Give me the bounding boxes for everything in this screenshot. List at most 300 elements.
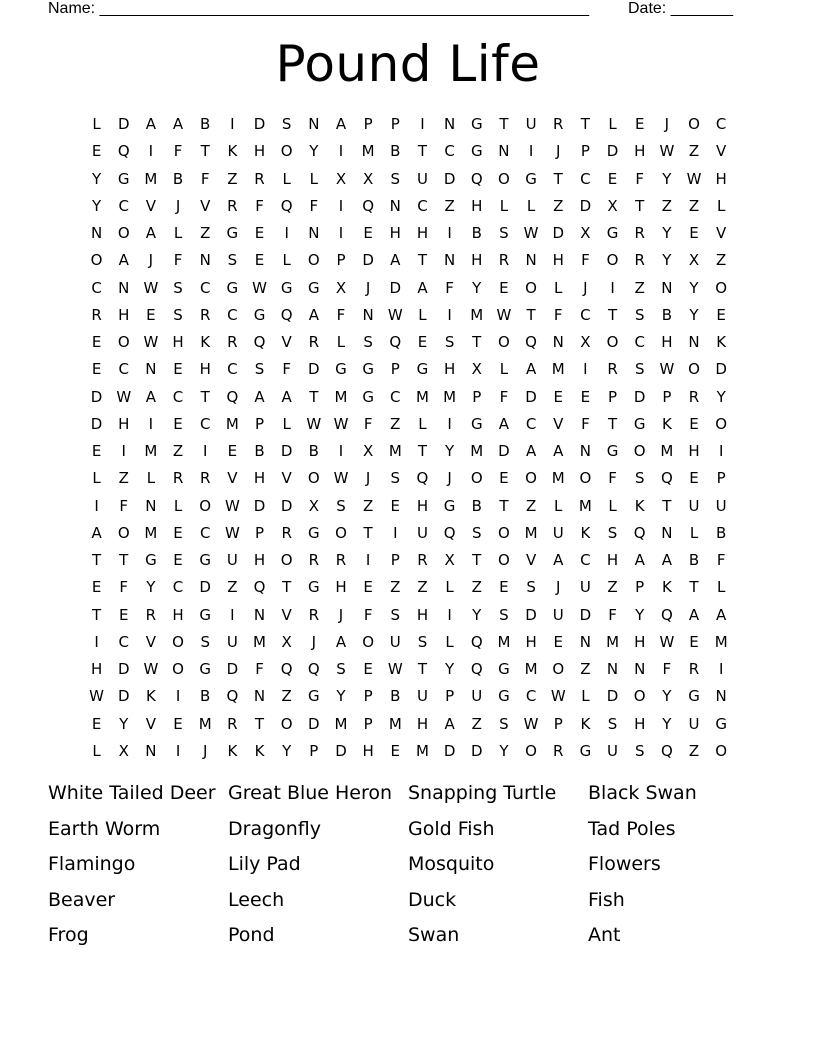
- grid-letter: I: [447, 224, 452, 243]
- grid-letter: M: [144, 523, 158, 542]
- grid-letter: E: [173, 360, 183, 379]
- grid-letter: P: [580, 142, 590, 161]
- grid-letter: H: [661, 333, 673, 352]
- word-list-item: Pond: [228, 924, 275, 947]
- grid-letter: U: [688, 496, 700, 515]
- grid-letter: Y: [282, 741, 292, 760]
- grid-letter: Y: [689, 305, 699, 324]
- grid-letter: S: [634, 741, 645, 760]
- grid-letter: U: [416, 169, 428, 188]
- grid-letter: D: [280, 442, 293, 461]
- grid-letter: P: [309, 741, 319, 760]
- grid-letter: D: [308, 714, 320, 733]
- grid-letter: C: [91, 278, 102, 297]
- grid-letter: Q: [253, 333, 266, 352]
- grid-letter: E: [254, 251, 265, 270]
- grid-letter: E: [254, 224, 265, 243]
- grid-letter: E: [91, 333, 102, 352]
- grid-letter: S: [499, 714, 509, 733]
- grid-letter: G: [308, 278, 320, 297]
- grid-letter: Q: [280, 196, 293, 215]
- grid-letter: O: [199, 496, 212, 515]
- grid-letter: Z: [363, 496, 374, 515]
- grid-letter: H: [525, 632, 537, 651]
- grid-letter: P: [472, 387, 482, 406]
- grid-letter: B: [200, 687, 211, 706]
- grid-letter: K: [580, 523, 591, 542]
- word-list-item: Fish: [588, 888, 625, 911]
- grid-letter: D: [253, 496, 266, 515]
- grid-row: [83, 356, 735, 383]
- grid-letter: N: [253, 687, 266, 706]
- grid-letter: J: [447, 469, 452, 488]
- grid-letter: O: [280, 551, 293, 570]
- grid-letter: I: [94, 496, 99, 515]
- grid-letter: Q: [633, 523, 646, 542]
- grid-letter: M: [470, 305, 484, 324]
- grid-letter: L: [92, 115, 101, 134]
- grid-letter: W: [686, 169, 702, 188]
- grid-letter: Q: [470, 632, 483, 651]
- grid-letter: D: [389, 278, 402, 297]
- grid-letter: N: [579, 442, 591, 461]
- grid-letter: L: [92, 469, 101, 488]
- grid-letter: C: [227, 360, 238, 379]
- grid-letter: P: [390, 360, 400, 379]
- grid-letter: M: [497, 632, 511, 651]
- grid-letter: K: [716, 333, 727, 352]
- grid-letter: Y: [662, 224, 672, 243]
- grid-letter: T: [499, 496, 509, 515]
- grid-letter: H: [416, 224, 429, 243]
- grid-letter: U: [688, 714, 700, 733]
- grid-letter: G: [470, 142, 483, 161]
- grid-letter: T: [607, 414, 618, 433]
- grid-letter: R: [227, 333, 238, 352]
- grid-letter: M: [470, 442, 484, 461]
- grid-letter: O: [715, 278, 728, 297]
- grid-row: [83, 656, 735, 683]
- grid-letter: T: [635, 196, 645, 215]
- grid-letter: Z: [118, 469, 129, 488]
- grid-row: [83, 411, 735, 438]
- grid-row: [83, 166, 735, 193]
- grid-letter: E: [689, 414, 699, 433]
- grid-letter: G: [715, 714, 727, 733]
- grid-letter: Z: [688, 142, 700, 161]
- grid-letter: R: [145, 605, 157, 624]
- word-list-item: Frog: [48, 924, 89, 947]
- grid-letter: G: [579, 741, 592, 760]
- grid-letter: D: [579, 605, 592, 624]
- grid-letter: C: [199, 414, 211, 433]
- grid-letter: O: [715, 741, 728, 760]
- grid-letter: G: [199, 551, 212, 570]
- grid-letter: P: [716, 469, 726, 488]
- grid-letter: T: [363, 523, 373, 542]
- grid-letter: Q: [470, 169, 483, 188]
- grid-letter: L: [499, 196, 509, 215]
- grid-letter: D: [579, 196, 592, 215]
- name-field-label: Name: _______________________________________________________: [48, 0, 589, 17]
- grid-letter: M: [253, 632, 266, 651]
- grid-letter: Q: [443, 523, 456, 542]
- grid-letter: T: [499, 115, 509, 134]
- grid-letter: B: [172, 169, 184, 188]
- grid-letter: W: [143, 333, 159, 352]
- grid-row: [83, 465, 735, 492]
- grid-letter: J: [664, 115, 670, 134]
- grid-letter: O: [633, 687, 646, 706]
- grid-letter: T: [417, 142, 428, 161]
- grid-letter: X: [335, 169, 347, 188]
- grid-letter: O: [498, 169, 510, 188]
- grid-letter: A: [553, 551, 564, 570]
- grid-letter: Y: [662, 714, 672, 733]
- grid-letter: C: [715, 115, 727, 134]
- grid-letter: M: [415, 741, 429, 760]
- grid-letter: B: [688, 551, 700, 570]
- grid-letter: U: [552, 605, 564, 624]
- grid-letter: D: [90, 414, 103, 433]
- grid-letter: X: [444, 551, 455, 570]
- grid-letter: J: [556, 578, 561, 597]
- grid-letter: A: [172, 115, 184, 134]
- grid-letter: I: [230, 605, 235, 624]
- grid-letter: C: [172, 578, 184, 597]
- grid-letter: J: [338, 605, 344, 624]
- grid-letter: E: [499, 578, 509, 597]
- grid-letter: M: [606, 632, 620, 651]
- grid-row: [83, 220, 735, 247]
- grid-letter: C: [580, 551, 591, 570]
- grid-letter: C: [444, 142, 455, 161]
- grid-letter: C: [118, 196, 129, 215]
- grid-letter: N: [145, 741, 157, 760]
- grid-letter: C: [118, 632, 129, 651]
- grid-letter: B: [471, 224, 482, 243]
- grid-letter: T: [119, 551, 129, 570]
- grid-letter: D: [308, 360, 320, 379]
- grid-letter: G: [633, 414, 646, 433]
- grid-letter: G: [470, 115, 483, 134]
- grid-letter: I: [175, 687, 181, 706]
- grid-letter: O: [498, 333, 510, 352]
- grid-letter: H: [416, 714, 429, 733]
- grid-letter: E: [173, 551, 183, 570]
- grid-letter: U: [226, 551, 238, 570]
- grid-letter: B: [716, 523, 727, 542]
- grid-letter: H: [253, 551, 266, 570]
- grid-letter: E: [91, 578, 102, 597]
- grid-letter: M: [660, 442, 674, 461]
- grid-letter: W: [333, 414, 349, 433]
- grid-letter: R: [199, 469, 211, 488]
- grid-letter: F: [662, 660, 672, 679]
- grid-letter: U: [607, 741, 619, 760]
- grid-letter: O: [579, 469, 592, 488]
- grid-letter: O: [280, 714, 293, 733]
- grid-letter: A: [308, 305, 319, 324]
- grid-letter: L: [282, 251, 291, 270]
- grid-letter: D: [117, 115, 130, 134]
- grid-letter: I: [148, 142, 154, 161]
- grid-letter: E: [227, 442, 238, 461]
- grid-letter: J: [202, 741, 208, 760]
- grid-letter: O: [470, 469, 483, 488]
- grid-row: [83, 574, 735, 601]
- grid-letter: F: [553, 305, 563, 324]
- grid-letter: R: [254, 169, 265, 188]
- word-list-item: Mosquito: [408, 853, 495, 876]
- grid-letter: B: [390, 142, 401, 161]
- grid-letter: T: [472, 333, 482, 352]
- grid-letter: E: [689, 469, 699, 488]
- grid-letter: U: [579, 578, 591, 597]
- grid-letter: W: [659, 360, 675, 379]
- grid-letter: B: [200, 115, 211, 134]
- grid-letter: I: [230, 115, 235, 134]
- grid-letter: G: [226, 224, 239, 243]
- grid-letter: W: [306, 414, 322, 433]
- grid-letter: D: [117, 687, 130, 706]
- grid-letter: F: [716, 551, 726, 570]
- grid-letter: D: [715, 360, 727, 379]
- grid-letter: Y: [146, 578, 156, 597]
- grid-letter: E: [607, 169, 618, 188]
- grid-letter: I: [94, 632, 99, 651]
- grid-letter: A: [525, 442, 537, 461]
- grid-letter: J: [148, 251, 154, 270]
- grid-letter: H: [90, 660, 103, 679]
- grid-letter: C: [172, 387, 184, 406]
- grid-letter: A: [634, 551, 645, 570]
- grid-letter: J: [311, 632, 317, 651]
- grid-letter: C: [580, 169, 591, 188]
- grid-letter: O: [688, 360, 700, 379]
- grid-letter: Z: [553, 196, 564, 215]
- grid-letter: M: [551, 469, 565, 488]
- grid-letter: T: [91, 605, 102, 624]
- grid-letter: X: [363, 169, 374, 188]
- grid-letter: F: [173, 251, 183, 270]
- grid-letter: Z: [444, 196, 455, 215]
- grid-letter: M: [225, 414, 239, 433]
- grid-letter: A: [254, 387, 265, 406]
- grid-letter: W: [116, 387, 132, 406]
- grid-letter: G: [199, 660, 212, 679]
- grid-letter: G: [498, 660, 510, 679]
- grid-letter: Z: [227, 169, 238, 188]
- grid-row: [83, 247, 735, 274]
- grid-letter: O: [117, 224, 130, 243]
- grid-letter: O: [307, 251, 320, 270]
- grid-letter: I: [202, 442, 208, 461]
- grid-letter: N: [90, 224, 103, 243]
- grid-letter: T: [200, 142, 210, 161]
- grid-letter: E: [580, 387, 591, 406]
- grid-letter: P: [363, 714, 373, 733]
- grid-letter: Y: [336, 687, 346, 706]
- grid-letter: R: [199, 305, 211, 324]
- grid-letter: T: [472, 551, 482, 570]
- grid-letter: I: [338, 442, 344, 461]
- grid-letter: O: [688, 115, 700, 134]
- grid-letter: W: [224, 496, 240, 515]
- grid-letter: G: [117, 169, 130, 188]
- word-list-item: Tad Poles: [588, 817, 676, 840]
- grid-letter: L: [554, 278, 563, 297]
- grid-letter: Y: [662, 251, 672, 270]
- grid-letter: W: [659, 632, 675, 651]
- grid-letter: H: [634, 142, 646, 161]
- grid-letter: Q: [362, 196, 375, 215]
- grid-letter: R: [607, 360, 618, 379]
- grid-letter: Q: [660, 469, 673, 488]
- grid-letter: B: [661, 305, 672, 324]
- grid-letter: D: [253, 115, 266, 134]
- grid-letter: N: [362, 305, 374, 324]
- grid-letter: N: [145, 360, 157, 379]
- grid-letter: I: [528, 142, 534, 161]
- grid-letter: H: [253, 469, 266, 488]
- grid-letter: S: [417, 632, 428, 651]
- grid-letter: H: [552, 251, 564, 270]
- grid-letter: L: [608, 496, 617, 515]
- grid-letter: Y: [445, 442, 455, 461]
- grid-letter: H: [634, 714, 646, 733]
- grid-letter: Y: [689, 278, 699, 297]
- grid-letter: F: [499, 387, 509, 406]
- grid-letter: R: [634, 251, 645, 270]
- grid-letter: D: [362, 251, 374, 270]
- grid-letter: F: [119, 578, 129, 597]
- word-list-item: Lily Pad: [228, 853, 301, 876]
- grid-letter: E: [553, 387, 563, 406]
- grid-letter: D: [470, 741, 483, 760]
- grid-letter: P: [662, 387, 672, 406]
- grid-letter: S: [499, 224, 509, 243]
- grid-letter: S: [499, 605, 509, 624]
- grid-letter: N: [308, 115, 320, 134]
- grid-letter: T: [200, 387, 210, 406]
- grid-letter: T: [417, 660, 428, 679]
- grid-letter: Q: [525, 333, 537, 352]
- grid-letter: L: [309, 169, 318, 188]
- grid-letter: O: [362, 632, 375, 651]
- word-list-item: Flowers: [588, 853, 661, 876]
- grid-letter: D: [633, 387, 646, 406]
- grid-letter: W: [387, 660, 403, 679]
- grid-letter: A: [525, 360, 537, 379]
- grid-letter: E: [634, 115, 645, 134]
- grid-letter: N: [498, 142, 510, 161]
- grid-letter: U: [525, 115, 537, 134]
- grid-letter: G: [525, 169, 537, 188]
- grid-letter: W: [89, 687, 104, 706]
- grid-letter: W: [143, 278, 159, 297]
- grid-letter: L: [499, 360, 509, 379]
- grid-letter: H: [416, 496, 429, 515]
- grid-letter: S: [390, 605, 401, 624]
- grid-letter: D: [443, 741, 456, 760]
- grid-letter: P: [553, 714, 563, 733]
- grid-letter: S: [173, 278, 183, 297]
- grid-letter: I: [338, 142, 344, 161]
- grid-row: [83, 738, 735, 765]
- grid-letter: S: [607, 523, 618, 542]
- grid-letter: P: [635, 578, 645, 597]
- grid-letter: A: [688, 605, 700, 624]
- grid-letter: M: [334, 387, 348, 406]
- word-list-item: White Tailed Deer: [48, 782, 216, 804]
- grid-letter: G: [362, 387, 374, 406]
- grid-letter: Z: [390, 578, 401, 597]
- grid-letter: Q: [280, 660, 293, 679]
- grid-letter: C: [580, 305, 591, 324]
- grid-letter: X: [363, 442, 374, 461]
- grid-letter: E: [173, 414, 183, 433]
- grid-letter: O: [335, 523, 347, 542]
- grid-letter: R: [335, 551, 347, 570]
- grid-letter: T: [91, 551, 102, 570]
- grid-letter: L: [146, 469, 156, 488]
- grid-letter: N: [253, 605, 266, 624]
- grid-letter: P: [445, 687, 455, 706]
- grid-letter: F: [255, 660, 264, 679]
- grid-row: [83, 438, 735, 465]
- grid-letter: K: [200, 333, 211, 352]
- grid-letter: W: [224, 523, 240, 542]
- grid-letter: I: [718, 660, 724, 679]
- grid-letter: R: [172, 469, 184, 488]
- grid-letter: G: [280, 278, 293, 297]
- grid-letter: E: [390, 741, 401, 760]
- grid-letter: K: [145, 687, 156, 706]
- grid-letter: T: [309, 387, 319, 406]
- word-list-item: Dragonfly: [228, 817, 322, 840]
- grid-letter: L: [608, 115, 617, 134]
- grid-letter: O: [633, 442, 646, 461]
- grid-letter: W: [333, 469, 349, 488]
- grid-letter: T: [662, 496, 672, 515]
- grid-letter: A: [553, 442, 564, 461]
- grid-letter: B: [471, 496, 482, 515]
- grid-letter: O: [172, 660, 184, 679]
- grid-letter: P: [363, 115, 373, 134]
- grid-letter: V: [145, 196, 157, 215]
- grid-letter: G: [470, 414, 483, 433]
- grid-letter: G: [606, 224, 619, 243]
- grid-letter: L: [581, 687, 590, 706]
- grid-letter: O: [715, 414, 728, 433]
- grid-letter: I: [610, 278, 615, 297]
- grid-letter: D: [552, 224, 565, 243]
- grid-letter: V: [145, 714, 157, 733]
- grid-letter: R: [553, 115, 564, 134]
- grid-letter: S: [444, 333, 455, 352]
- grid-letter: L: [418, 305, 427, 324]
- grid-letter: L: [716, 196, 726, 215]
- grid-letter: X: [580, 224, 591, 243]
- grid-row: [83, 683, 735, 710]
- grid-row: [83, 602, 735, 629]
- grid-letter: I: [148, 414, 154, 433]
- grid-letter: I: [284, 224, 289, 243]
- grid-letter: S: [200, 632, 210, 651]
- grid-letter: R: [227, 196, 238, 215]
- grid-letter: V: [525, 551, 537, 570]
